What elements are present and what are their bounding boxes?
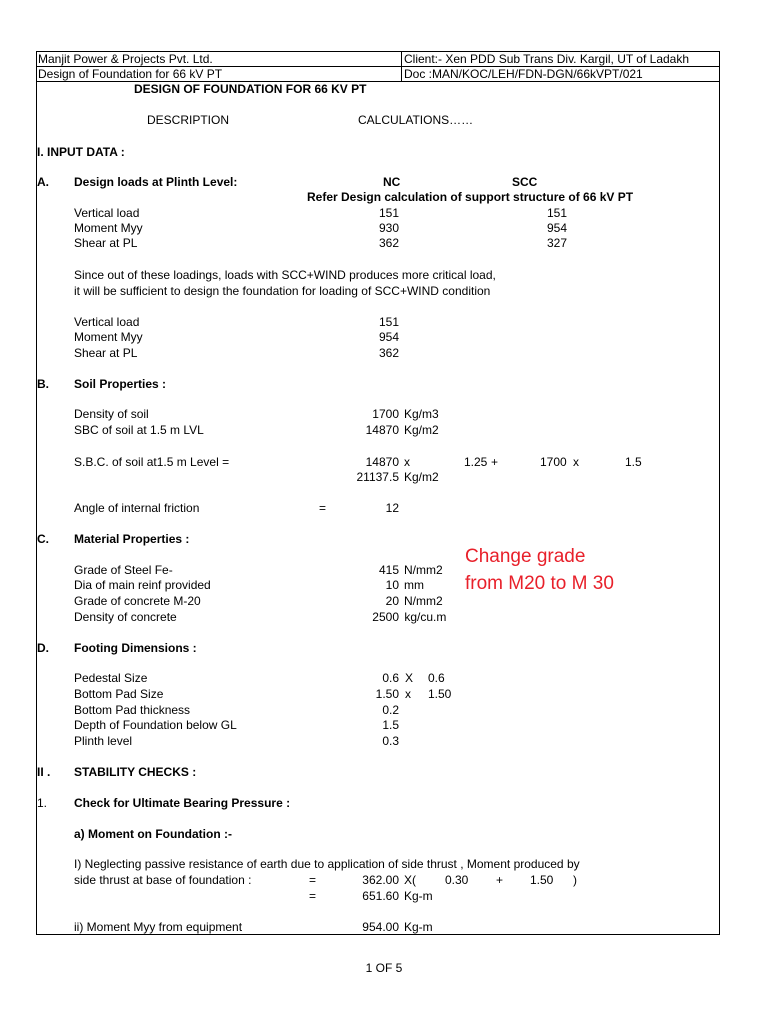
pad-label: Bottom Pad Size [74,687,164,701]
sbc-calc-operator: x [404,455,410,469]
design-load-value: 362 [378,346,399,360]
moment-subheading: a) Moment on Foundation :- [74,827,232,841]
pedestal-length: 0.6 [428,671,445,685]
material-label: Density of concrete [74,610,177,624]
side-thrust-value: 362.00 [362,873,399,887]
pad-thickness-label: Bottom Pad thickness [74,703,191,717]
side-thrust-text: side thrust at base of foundation : [74,873,252,887]
client-name: Client:- Xen PDD Sub Trans Div. Kargil, UT of Ladakh [404,52,690,66]
section-b-heading: Soil Properties : [74,377,167,391]
pad-times: x [405,687,411,701]
section-d-heading: Footing Dimensions : [74,641,197,655]
load-label: Shear at PL [74,236,138,250]
load-scc: 151 [546,206,567,220]
right-border [719,51,720,935]
material-value: 20 [385,594,399,608]
page-title: DESIGN OF FOUNDATION FOR 66 KV PT [134,82,367,96]
side-thrust-value: 1.50 [530,873,554,887]
soil-density-label: Density of soil [74,407,149,421]
sbc-calc-result: 21137.5 [356,470,399,484]
design-load-label: Vertical load [74,315,140,329]
load-scc: 327 [546,236,567,250]
sbc-calc-label: S.B.C. of soil at1.5 m Level = [74,455,230,469]
foundation-depth-label: Depth of Foundation below GL [74,718,237,732]
sbc-calc-value: 1700 [540,455,567,469]
equipment-moment-label: ii) Moment Myy from equipment [74,920,243,934]
pad-width: 1.50 [375,687,399,701]
company-name: Manjit Power & Projects Pvt. Ltd. [38,52,213,66]
material-label: Grade of Steel Fe- [74,563,173,577]
material-unit: mm [404,578,424,592]
load-nc: 362 [378,236,399,250]
pad-thickness-value: 0.2 [382,703,399,717]
material-value: 2500 [372,610,399,624]
side-thrust-operator: X( [404,873,416,887]
design-load-label: Shear at PL [74,346,138,360]
design-load-value: 151 [378,315,399,329]
critical-load-note: Since out of these loadings, loads with SCC+WIND produces more critical load, [74,268,496,282]
sbc-calc-value: 1.25 [464,455,488,469]
pedestal-label: Pedestal Size [74,671,148,685]
material-label: Dia of main reinf provided [74,578,211,592]
material-value: 10 [385,578,399,592]
section-a-heading: Design loads at Plinth Level: [74,175,238,189]
column-description: DESCRIPTION [147,113,230,127]
side-thrust-equals: = [309,873,317,887]
side-thrust-text: I) Neglecting passive resistance of earth due to application of side thrust , Moment produced by [74,857,580,871]
sbc-calc-operator: x [573,455,579,469]
friction-angle-label: Angle of internal friction [74,501,200,515]
material-label: Grade of concrete M-20 [74,594,201,608]
column-calculations: CALCULATIONS…… [358,113,474,127]
section-2-heading: STABILITY CHECKS : [74,765,197,779]
pad-length: 1.50 [428,687,452,701]
section-b-number: B. [37,377,49,391]
design-load-value: 954 [378,330,399,344]
sbc-label: SBC of soil at 1.5 m LVL [74,423,204,437]
sbc-calc-value: 14870 [365,455,399,469]
document-number: Doc :MAN/KOC/LEH/FDN-DGN/66kVPT/021 [404,67,643,81]
plinth-level-value: 0.3 [382,734,399,748]
material-unit: N/mm2 [404,563,443,577]
friction-angle-value: 12 [385,501,399,515]
refer-note: Refer Design calculation of support structure of 66 kV PT [307,190,634,204]
sbc-value: 14870 [365,423,399,437]
section-d-number: D. [37,641,49,655]
side-thrust-result-unit: Kg-m [404,889,433,903]
section-c-heading: Material Properties : [74,532,190,546]
equipment-moment-value: 954.00 [362,920,399,934]
soil-density-value: 1700 [372,407,399,421]
foundation-depth-value: 1.5 [382,718,399,732]
grade-change-annotation: from M20 to M 30 [465,573,614,594]
nc-header: NC [383,175,401,189]
soil-density-unit: Kg/m3 [404,407,439,421]
load-nc: 151 [378,206,399,220]
section-c-number: C. [37,532,49,546]
design-load-label: Moment Myy [74,330,143,344]
material-unit: kg/cu.m [401,610,447,624]
document-subject: Design of Foundation for 66 kV PT [38,67,223,81]
section-2-number: II . [37,765,51,779]
material-unit: N/mm2 [404,594,443,608]
header-divider [401,51,402,81]
side-thrust-operator: ) [573,873,577,887]
pedestal-times: X [405,671,414,685]
page-number: 1 OF 5 [365,961,403,975]
sbc-unit: Kg/m2 [404,423,439,437]
load-label: Vertical load [74,206,140,220]
material-value: 415 [378,563,399,577]
equipment-moment-unit: Kg-m [404,920,433,934]
scc-header: SCC [512,175,538,189]
side-thrust-result-equals: = [309,889,317,903]
plinth-level-label: Plinth level [74,734,133,748]
sbc-calc-value: 1.5 [625,455,642,469]
load-scc: 954 [546,221,567,235]
critical-load-note: it will be sufficient to design the foundation for loading of SCC+WIND condition [74,284,491,298]
page-bottom-border [36,934,720,935]
side-thrust-value: 0.30 [445,873,469,887]
section-a-number: A. [37,175,49,189]
friction-angle-equals: = [319,501,327,515]
check-1-heading: Check for Ultimate Bearing Pressure : [74,796,291,810]
sbc-calc-operator: + [491,455,499,469]
grade-change-annotation: Change grade [465,546,586,567]
pedestal-width: 0.6 [382,671,399,685]
load-label: Moment Myy [74,221,143,235]
load-nc: 930 [378,221,399,235]
section-input-data: I. INPUT DATA : [37,145,125,159]
sbc-calc-result-unit: Kg/m2 [404,470,439,484]
check-1-number: 1. [37,796,48,810]
side-thrust-operator: + [496,873,504,887]
side-thrust-result: 651.60 [362,889,399,903]
